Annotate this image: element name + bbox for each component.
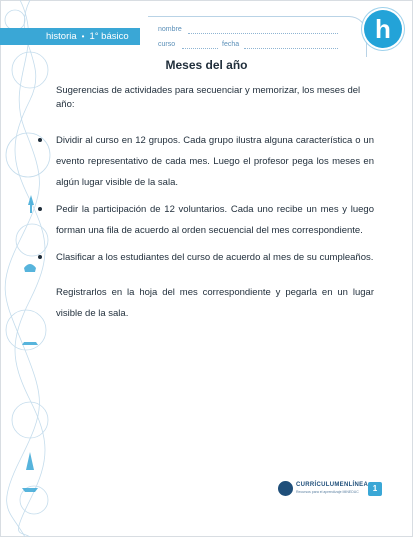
brand-circle-icon [278, 481, 293, 496]
date-field-line[interactable] [244, 48, 338, 49]
activity-list [44, 130, 374, 268]
subject-ribbon [0, 28, 140, 45]
list-item: Pedir la participación de 12 voluntarios. Cada uno recibe un mes y luego forman una fila de acuerdo al orden secuencial del mes correspondiente. [44, 199, 374, 241]
intro-paragraph: Sugerencias de actividades para secuenciar y memorizar, los meses del año: [56, 85, 361, 110]
course-field-label: curso [158, 41, 176, 48]
list-item: Clasificar a los estudiantes del curso de acuerdo al mes de su cumpleaños. [44, 247, 374, 268]
student-fields [148, 20, 358, 54]
name-field-label: nombre [158, 26, 182, 33]
page-number: 1 [368, 482, 382, 496]
subject-label: historia [46, 31, 77, 42]
list-item: Dividir al curso en 12 grupos. Cada grupo ilustra alguna característica o un evento representativo de cada mes. Luego el profesor pega los meses en algún lugar visible de la sala. [44, 130, 374, 193]
separator-dot: • [81, 32, 85, 41]
footer-brand [278, 481, 369, 499]
closing-paragraph: Registrarlos en la hoja del mes correspondiente y pegarla en un lugar visible de la sala. [56, 287, 374, 319]
brand-name: CURRÍCULUMENLÍNEA [296, 482, 369, 488]
brand-tagline: Recursos para el aprendizaje MINEDUC [296, 490, 359, 494]
date-field-label: fecha [222, 41, 240, 48]
level-label: 1° básico [89, 31, 129, 42]
document-title: Meses del año [165, 58, 248, 72]
document-content [44, 84, 374, 324]
course-field-line[interactable] [182, 48, 218, 49]
brand-logo: h [364, 10, 402, 48]
name-field-line[interactable] [188, 33, 338, 34]
